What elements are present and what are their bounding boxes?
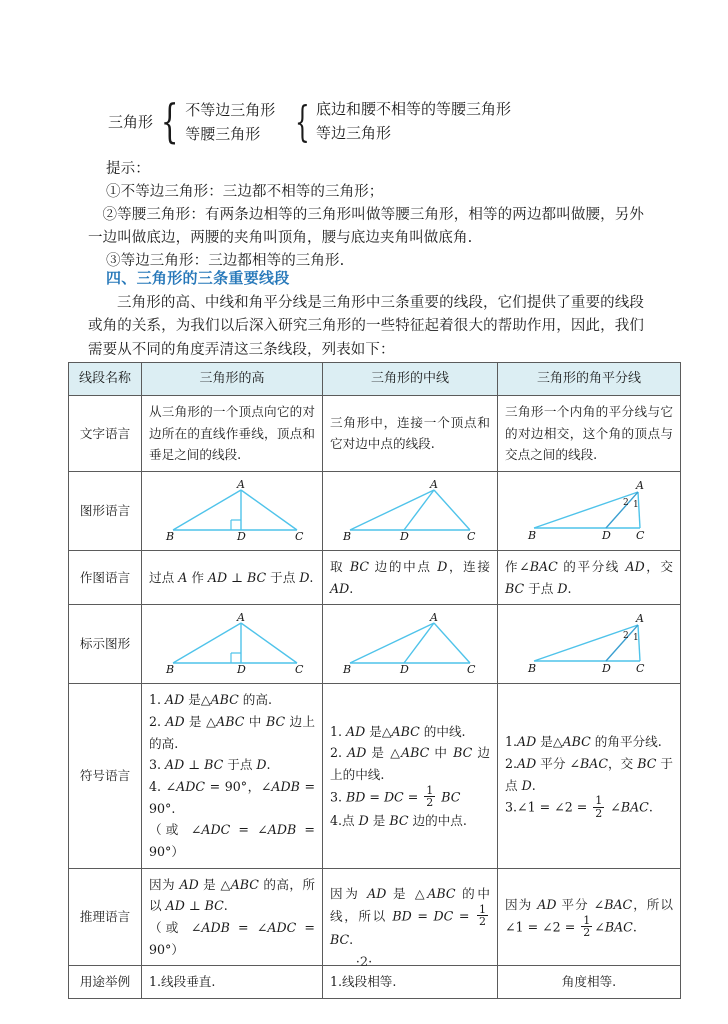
table-row xyxy=(69,684,681,868)
label-vertex-c: C xyxy=(467,529,476,542)
cell-construction-median: 取 BC 边的中点 D，连接 AD. xyxy=(323,550,498,604)
page-number: ·2· xyxy=(355,955,373,970)
row-label-text-language: 文字语言 xyxy=(69,396,142,472)
symbolic-bisector-line-1: 1.AD 是△ABC 的角平分线. xyxy=(505,734,662,750)
table-row xyxy=(69,868,681,966)
label-vertex-a: A xyxy=(636,479,644,492)
row-label-construction-language: 作图语言 xyxy=(69,550,142,604)
classification-subitem-1: 底边和腰不相等的等腰三角形 xyxy=(316,100,512,118)
label-angle-2: 2 xyxy=(623,497,629,508)
symbolic-altitude-line-4: 4. ∠ADC = 90°，∠ADB = 90°. xyxy=(149,778,316,816)
label-angle-2: 2 xyxy=(623,631,629,642)
label-vertex-c: C xyxy=(636,528,645,542)
reasoning-altitude-line-1: 因为 AD 是 △ABC 的高，所以 AD ⊥ BC. xyxy=(149,876,315,914)
classification-item-1: 不等边三角形 xyxy=(185,100,276,119)
cell-symbolic-altitude xyxy=(142,684,323,868)
label-vertex-c: C xyxy=(295,663,304,676)
cell-reasoning-median: 因为 AD 是 △ABC 的中线，所以 BD = DC = $\frac{1}{2}$ BC. xyxy=(323,868,498,966)
symbolic-bisector-line-2: 2.AD 平分 ∠BAC，交 BC 于点 D. xyxy=(505,756,673,793)
label-vertex-d: D xyxy=(400,529,409,542)
triangle-classification-brace xyxy=(108,94,512,149)
cell-figure-altitude xyxy=(142,471,323,550)
cell-usage-bisector: 角度相等. xyxy=(498,966,681,999)
table-row xyxy=(69,396,681,472)
bisector-triangle-figure-marked xyxy=(505,613,673,675)
table-header-cell-2: 三角形的中线 xyxy=(323,363,498,396)
cell-usage-median: 1.线段相等. xyxy=(323,966,498,999)
table-header-row xyxy=(69,363,681,396)
fraction-one-half: $\frac{1}{2}$ xyxy=(595,794,603,820)
row-label-symbolic-language: 符号语言 xyxy=(69,684,142,868)
cell-marked-figure-median xyxy=(323,605,498,684)
tips-line-3: ③等边三角形：三边都相等的三角形. xyxy=(106,253,345,269)
symbolic-median-line-4: 4.点 D 是 BC 边的中点. xyxy=(330,812,467,828)
altitude-triangle-figure-marked xyxy=(149,613,315,675)
fraction-one-half: $\frac{1}{2}$ xyxy=(479,902,486,929)
cell-symbolic-bisector xyxy=(498,684,681,868)
table-row xyxy=(69,605,681,684)
brace-glyph-outer: { xyxy=(160,94,179,149)
symbolic-bisector-line-3: 3.∠1 = ∠2 = $\frac{1}{2}$ ∠BAC. xyxy=(505,794,653,820)
section-intro-paragraph: 三角形的高、中线和角平分线是三角形中三条重要的线段，它们提供了重要的线段或角的关系，为我们以后深入研究三角形的一些特征起着很大的帮助作用，因此，我们需要从不同的角度弄清这三条线段，列表如下： xyxy=(88,295,644,358)
table-row xyxy=(69,966,681,999)
classification-root-label: 三角形 xyxy=(108,112,154,131)
symbolic-altitude-line-1: 1. AD 是△ABC 的高. xyxy=(149,692,272,708)
label-vertex-b: B xyxy=(343,663,352,676)
symbolic-median-line-3: 3. BD = DC = $\frac{1}{2}$ BC xyxy=(330,783,461,810)
table-row xyxy=(69,550,681,604)
median-triangle-marked-svg xyxy=(336,613,484,675)
cell-symbolic-median xyxy=(323,684,498,868)
label-vertex-a: A xyxy=(237,479,245,491)
label-vertex-d: D xyxy=(400,663,409,676)
label-angle-1: 1 xyxy=(633,633,639,644)
label-vertex-b: B xyxy=(343,529,352,542)
cell-marked-figure-bisector xyxy=(498,605,681,684)
symbolic-altitude-line-5: （或 ∠ADC = ∠ADB = 90°） xyxy=(149,822,315,859)
symbolic-altitude-line-3: 3. AD ⊥ BC 于点 D. xyxy=(149,757,271,773)
altitude-triangle-figure xyxy=(149,480,315,542)
label-vertex-a: A xyxy=(237,613,245,625)
bisector-triangle-svg xyxy=(514,480,664,542)
cell-marked-figure-altitude xyxy=(142,605,323,684)
cell-construction-bisector: 作∠BAC 的平分线 AD，交 BC 于点 D. xyxy=(498,550,681,604)
label-vertex-b: B xyxy=(166,663,175,676)
row-label-marked-figure: 标示图形 xyxy=(69,605,142,684)
median-triangle-figure xyxy=(330,480,490,542)
label-vertex-c: C xyxy=(295,529,304,542)
cell-text-language-bisector: 三角形一个内角的平分线与它的对边相交，这个角的顶点与交点之间的线段. xyxy=(498,396,681,472)
table-header-cell-3: 三角形的角平分线 xyxy=(498,363,681,396)
fraction-one-half: $\frac{1}{2}$ xyxy=(426,783,434,810)
label-vertex-d: D xyxy=(602,528,611,542)
cell-text-language-altitude: 从三角形的一个顶点向它的对边所在的直线作垂线，顶点和垂足之间的线段. xyxy=(142,396,323,472)
table-row xyxy=(69,471,681,550)
cell-construction-altitude: 过点 A 作 AD ⊥ BC 于点 D. xyxy=(142,550,323,604)
classification-item-row-1 xyxy=(185,98,275,122)
three-segments-comparison-table xyxy=(68,362,681,999)
classification-subitem-2: 等边三角形 xyxy=(316,124,392,142)
tips-line-2: ②等腰三角形：有两条边相等的三角形叫做等腰三角形，相等的两边都叫做腰，另外一边叫做底边，两腰的夹角叫顶角，腰与底边夹角叫做底角. xyxy=(88,207,644,247)
median-triangle-svg xyxy=(336,480,484,542)
fraction-one-half: $\frac{1}{2}$ xyxy=(583,913,591,940)
section-heading: 四、三角形的三条重要线段 xyxy=(106,269,290,287)
bisector-triangle-marked-svg xyxy=(514,613,664,675)
bisector-triangle-figure xyxy=(505,480,673,542)
brace-glyph-inner: { xyxy=(295,97,311,147)
label-vertex-c: C xyxy=(636,662,645,676)
reasoning-altitude-line-2: （或 ∠ADB = ∠ADC = 90°） xyxy=(149,919,315,957)
label-angle-1: 1 xyxy=(633,499,639,510)
label-vertex-c: C xyxy=(467,663,476,676)
tips-title: 提示： xyxy=(106,161,150,177)
altitude-triangle-svg xyxy=(157,480,307,542)
median-triangle-figure-marked xyxy=(330,613,490,675)
table-header-cell-0: 线段名称 xyxy=(69,363,142,396)
cell-figure-median xyxy=(323,471,498,550)
cell-usage-altitude: 1.线段垂直. xyxy=(142,966,323,999)
label-vertex-b: B xyxy=(528,528,537,542)
label-vertex-d: D xyxy=(237,663,246,676)
tips-line-1: ①不等边三角形：三边都不相等的三角形； xyxy=(106,184,384,200)
symbolic-altitude-line-2: 2. AD 是 △ABC 中 BC 边上的高. xyxy=(149,713,315,751)
cell-figure-bisector xyxy=(498,471,681,550)
classification-item-2: 等腰三角形 xyxy=(185,124,261,143)
symbolic-median-line-2: 2. AD 是 △ABC 中 BC 边上的中线. xyxy=(330,745,490,782)
label-vertex-a: A xyxy=(430,479,438,491)
row-label-usage-example: 用途举例 xyxy=(69,966,142,999)
classification-subbrace xyxy=(289,98,511,146)
cell-text-language-median: 三角形中，连接一个顶点和它对边中点的线段. xyxy=(323,396,498,472)
classification-item-row-2 xyxy=(185,122,275,146)
label-vertex-a: A xyxy=(430,613,438,625)
table-header-cell-1: 三角形的高 xyxy=(142,363,323,396)
label-vertex-a: A xyxy=(636,613,644,626)
label-vertex-b: B xyxy=(166,529,175,542)
altitude-triangle-marked-svg xyxy=(157,613,307,675)
row-label-figure-language: 图形语言 xyxy=(69,471,142,550)
row-label-reasoning-language: 推理语言 xyxy=(69,868,142,966)
label-vertex-d: D xyxy=(237,529,246,542)
label-vertex-b: B xyxy=(528,662,537,676)
label-vertex-d: D xyxy=(602,662,611,676)
symbolic-median-line-1: 1. AD 是△ABC 的中线. xyxy=(330,723,466,739)
cell-reasoning-bisector: 因为 AD 平分 ∠BAC，所以∠1 = ∠2 = $\frac{1}{2}$ ∠BAC. xyxy=(498,868,681,966)
cell-reasoning-altitude xyxy=(142,868,323,966)
